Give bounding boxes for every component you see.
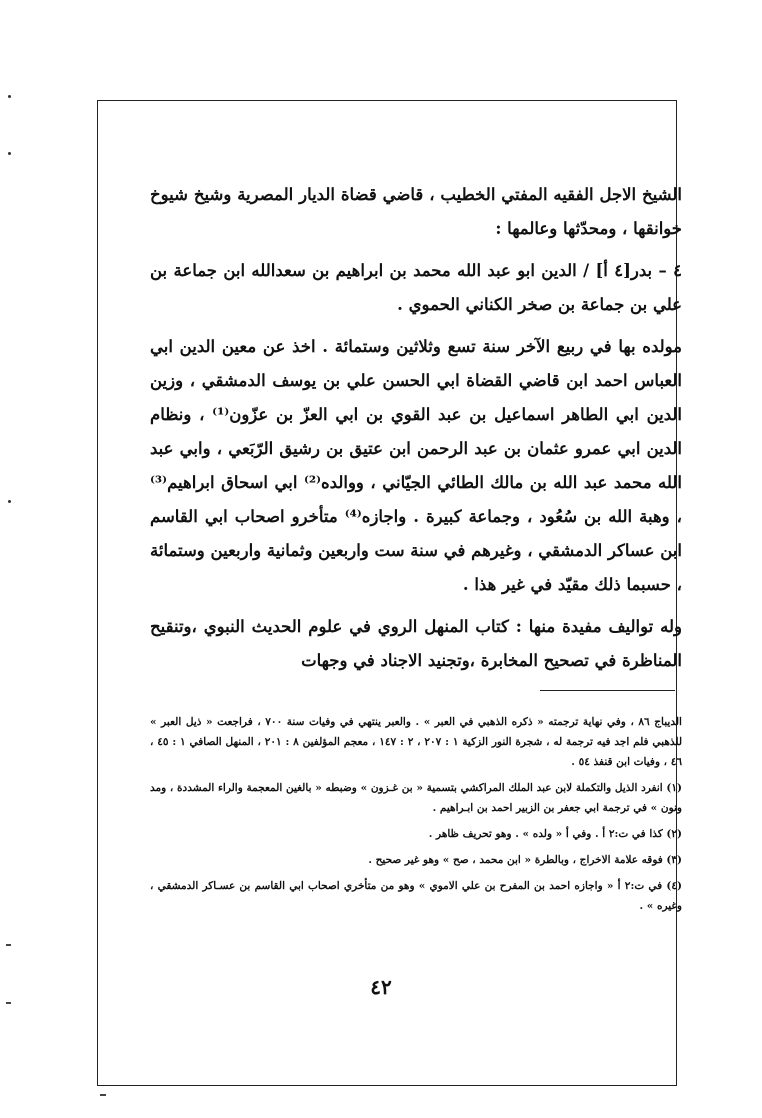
paragraph-3: مولده بها في ربيع الآخر سنة تسع وثلاثين وستمائة . اخذ عن معين الدين ابي العباس احمد ابن قاضي القضاة ابي الحسن علي بن يوسف الدمشقي ، وزين الدين ابي الطاهر اسماعيل بن عبد القوي بن ابي العزّ بن عزّون⁽¹⁾ ، ونظام الدين ابي عمرو عثمان بن عبد الرحمن ابن عتيق بن رشيق الرّبَعي ، وابي عبد الله محمد عبد الله بن مالك الطائي الجيّاني ، ووالده⁽²⁾ ابي اسحاق ابراهيم⁽³⁾ ، وهبة الله بن سُعُود ، وجماعة كبيرة . واجازه⁽⁴⁾ متأخرو اصحاب ابي القاسم ابن عساكر الدمشقي ، وغيرهم في سنة ست واربعين وثمانية واربعين وستمائة ، حسبما ذلك مقيّد في غير هذا .	[150, 337, 682, 594]
footnote-4: (٤) في ت:٢ أ « واجازه احمد بن المفرح بن علي الاموي » وهو من متأخري اصحاب ابي القاسم بن عسـاكر الدمشقي ، وغيره » .	[150, 880, 682, 912]
footnote-2: (٢) كذا في ت:٢ أ . وفي أ « ولده » . وهو تحريف ظاهر .	[428, 828, 682, 840]
paragraph-1: الشيخ الاجل الفقيه المفتي الخطيب ، قاضي قضاة الديار المصرية وشيخ شيوخ خوانقها ، ومحدّثها وعالمها :	[150, 185, 682, 238]
scan-speck	[6, 944, 11, 946]
footnotes	[150, 712, 682, 922]
scan-speck	[8, 500, 11, 503]
footnote-separator	[540, 690, 675, 691]
page-number: ٤٢	[370, 975, 392, 999]
scan-speck	[8, 152, 11, 155]
paragraph-2: ٤ – بدر[٤ أ] / الدين ابو عبد الله محمد بن ابراهيم بن سعدالله ابن جماعة بن علي بن جماعة بن صخر الكناني الحموي .	[150, 261, 682, 314]
footnote-3: (٣) فوقه علامة الاخراج ، وبالطرة « ابن محمد ، صح » وهو غير صحيح .	[368, 854, 682, 866]
main-text	[150, 178, 682, 678]
footnote-1: (١) انفرد الذيل والتكملة لابن عبد الملك المراكشي بتسمية « بن غـزون » وضبطه « بالغين المعجمة والراء المشددة ، ومد ونون » في ترجمة ابي جعفر بن الزبير احمد بن ابـراهيم .	[150, 782, 682, 814]
footnote-source: الديباج ٨٦ ، وفي نهاية ترجمته « ذكره الذهبي في العبر » . والعبر ينتهي في وفيات سنة ٧٠٠ ، فراجعت « ذيل العبر » للذهبي فلم اجد فيه ترجمة له ، شجرة النور الزكية ١ : ٢٠٧ ، ٢ : ١٤٧ ، معجم المؤلفين ٨ : ٢٠١ ، المنهل الصافي ١ : ٤٥ ، ٤٦ ، وفيات ابن قنفذ ٥٤ .	[150, 716, 683, 768]
scan-speck	[8, 95, 11, 98]
scan-speck	[6, 1002, 11, 1004]
scan-speck	[100, 1094, 106, 1096]
paragraph-4: وله تواليف مفيدة منها : كتاب المنهل الروي في علوم الحديث النبوي ،وتنقيح المناظرة في تصحيح المخابرة ،وتجنيد الاجناد في وجهات	[150, 617, 682, 670]
